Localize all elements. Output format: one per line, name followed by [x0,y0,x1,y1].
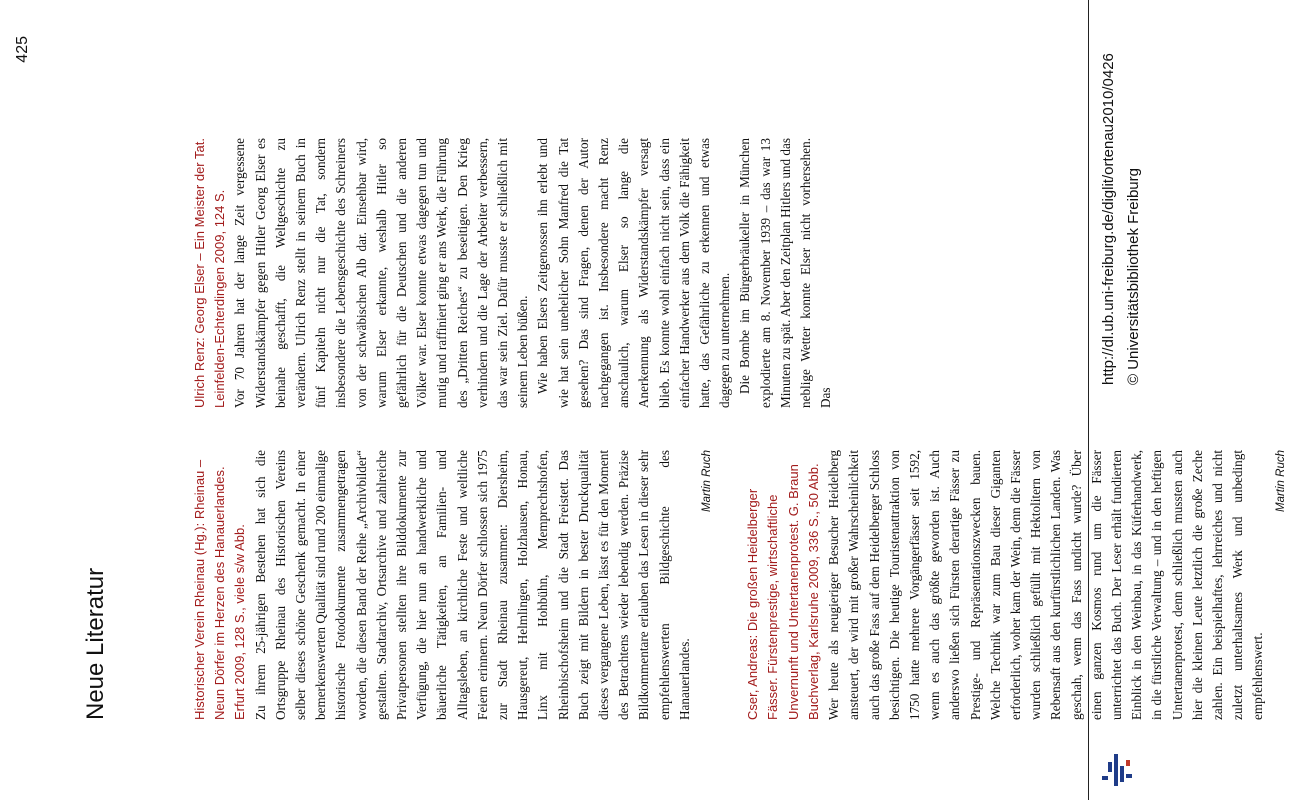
footer-divider [1088,0,1089,800]
review-heading: Cser, Andreas: Die großen Heidelberger Fässer. Fürstenprestige, wirtschaftliche Unvernunft und Untertanenprotest. G. Braun Buchverlag, Karlsruhe 2009, 336 S., 50 Abb. [745,463,821,720]
review-text: Vor 70 Jahren hat der lange Zeit vergessene Widerstandskämpfer gegen Hitler Georg Elser es beinahe geschafft, die Weltgeschichte zu verändern. Ulrich Renz stellt in seinem Buch in fünf Kapiteln nicht nur die Tat, sondern insbesondere die Lebensgeschichte des Schreiners von der schwäbischen Alb dar. Einsehbar wird, warum Elser erkannte, weshalb Hitler so gefährlich für die Deutschen und die anderen Völker war. Elser konnte etwas dagegen tun und mutig und raffiniert ging er ans Werk, die Führung des „Dritten Reiches“ zu beseitigen. Den Krieg verhindern und die Lage der Arbeiter verbessern, das war sein Ziel. Dafür musste er schließlich mit seinem Leben büßen. [232,138,531,408]
section-title: Neue Literatur [82,567,109,720]
review-heading: Historischer Verein Rheinau (Hg.): Rheinau – Neun Dörfer im Herzen des Hanauerlandes. Erfurt 2009, 128 S., viele s/w Abb. [192,459,248,720]
review-heading: Ulrich Renz: Georg Elser – Ein Meister der Tat. Leinfelden-Echterdingen 2009, 124 S. [192,138,228,408]
footer-url-link[interactable]: http://dl.ub.uni-freiburg.de/diglit/ortenau2010/0426 [1100,53,1117,385]
library-logo-icon [1100,752,1136,788]
review-text: Wie haben Elsers Zeitgenossen ihn erlebt und wie hat sein unehelicher Sohn Manfred die Tat gesehen? Das sind Fragen, denen der Autor nachgegangen ist. Insbesondere macht Renz anschaulich, warum Elser so lange die Anerkennung als Widerstandskämpfer versagt blieb. Es konnte wohl einfach nicht sein, dass ein einfacher Handwerker aus dem Volk die Fähigkeit hatte, das Gefährliche zu erkennen und etwas dagegen zu unternehmen. [535,138,733,408]
review-author: Martin Ruch [1274,450,1287,512]
footer-copyright: © Universitätsbibliothek Freiburg [1125,168,1142,385]
column-right [190,138,1080,408]
review-text: Wer heute als neugieriger Besucher Heidelberg ansteuert, der wird mit großer Wahrscheinlichkeit auch das große Fass auf dem Heidelberger Schloss besichtigen. Die heutige Touristenattraktion von 1750 hatte mehrere Vorgängerfässer seit 1592, wenn es auch das größte geworden ist. Auch anderswo ließen sich Fürsten derartige Fässer zu Prestige- und Repräsentationszwecken bauen. Welche Technik war zum Bau dieser Giganten erforderlich, woher kam der Wein, denn die Fässer wurden schließlich gefüllt mit Hektolitern von Rebensaft aus den kurfürstlichlichen Landen. Was geschah, wenn das Fass undicht wurde? Über einen ganzen Kosmos rund um die Fässer unterrichtet das Buch. Der Leser erhält fundierten Einblick in den Weinbau, in das Küferhandwerk, in die fürstliche Verwaltung – und in den heftigen Untertanenprotest, denn schließlich mussten auch hier die kleinen Leute letztlich die große Zeche zahlen. Ein beispielhaftes, lehrreiches und nicht zuletzt unterhaltsames Werk und unbedingt empfehlenswert. [826,450,1266,720]
review-author: Martin Ruch [701,450,714,512]
column-left [190,450,1287,720]
review-text: Zu ihrem 25-jährigen Bestehen hat sich die Ortsgruppe Rheinau des Historischen Vereins selber dieses schöne Geschenk gemacht. In einer bemerkenswerten Qualität sind rund 200 einmalige historische Fotodokumente zusammengetragen worden, die diesen Band der Reihe „Archivbilder“ gestalten. Stadtarchiv, Ortsarchive und zahlreiche Privatpersonen stellten ihre Bilddokumente zur Verfügung, die hier nun an handwerkliche und bäuerliche Tätigkeiten, an Familien- und Alltagsleben, an kirchliche Feste und weltliche Feiern erinnern. Neun Dörfer schlossen sich 1975 zur Stadt Rheinau zusammen: Diersheim, Hausgereut, Helmlingen, Holzhausen, Honau, Linx mit Hohbühn, Memprechtshofen, Rheinbischofsheim und die Stadt Freistett. Das Buch zeigt mit Bildern in bester Druckqualität dieses vergangene Leben, lässt es für den Moment des Betrachtens wieder lebendig werden. Präzise Bildkommentare erlauben das Lesen in dieser sehr empfehlenswerten Bildgeschichte des Hanauerlandes. [252,450,692,720]
review-text: Die Bombe im Bürgerbräukeller in München explodierte am 8. November 1939 – das war 13 Minuten zu spät. Aber den Zeitplan Hitlers und das neblige Wetter konnte Elser nicht vorhersehen. Das [737,138,834,408]
page-number: 425 [14,36,31,63]
